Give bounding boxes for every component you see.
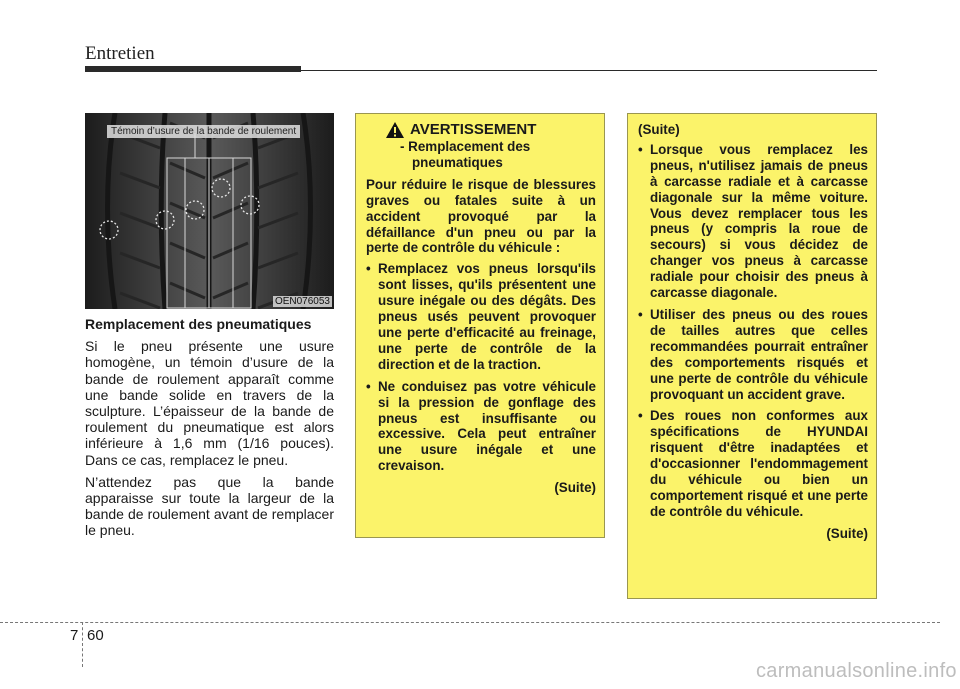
paragraph: N’attendez pas que la bande apparaisse sur toute la largeur de la bande de roulement avant de remplacer le pneu. (85, 473, 334, 539)
continued-marker: (Suite) (554, 480, 596, 496)
list-item: • Ne conduisez pas votre véhicule si la pression de gonflage des pneus est insuffisante ou excessive. Cela peut entraîner une usure inégale et une crevaison. (366, 379, 596, 474)
list-item: • Remplacez vos pneus lorsqu'ils sont lisses, qu'ils présentent une usure inégale ou des dégâts. Des pneus usés peuvent provoquer une perte d'efficacité au freinage, une perte de contrôle de la direction et de la traction. (366, 261, 596, 372)
list-item: • Utiliser des pneus ou des roues de tailles autres que celles recommandées pourrait entraîner des comportements risqués et une perte de contrôle du véhicule provoquant un accident grave. (638, 307, 868, 402)
header-rule (301, 70, 877, 71)
warning-title: AVERTISSEMENT (410, 121, 537, 139)
warning-box-continued (627, 113, 877, 599)
warning-header (386, 122, 596, 138)
warning-subtitle: - Remplacement des (400, 139, 531, 154)
header-bar (85, 66, 301, 72)
list-item: • Des roues non conformes aux spécifications de HYUNDAI risquent d'être inadaptées et d'occasionner l'endommagement du véhicule ou bien un comportement risqué et une perte de contrôle du véhicule. (638, 408, 868, 519)
continued-marker: (Suite) (638, 122, 680, 137)
warning-box (355, 113, 605, 538)
watermark: carmanualsonline.info (756, 660, 957, 682)
tire-tread-illustration (85, 113, 334, 309)
continued-marker: (Suite) (826, 525, 868, 541)
page-section-title: Entretien (85, 43, 155, 64)
page-number: 60 (87, 627, 104, 644)
warning-intro: Pour réduire le risque de blessures graves ou fatales suite à un accident provoqué par la défaillance d'un pneu ou par la perte de contrôle du véhicule : (366, 176, 596, 256)
footer-divider (82, 622, 83, 667)
chapter-number: 7 (70, 627, 79, 644)
tread-wear-indicator-label: Témoin d’usure de la bande de roulement (107, 125, 300, 138)
paragraph: Si le pneu présente une usure homogène, un témoin d’usure de la bande de roulement apparaît comme une bande solide en travers de la sculpture. L’épaisseur de la bande de roulement du pneumatique est alors inférieure à 1,6 mm (1/16 pouces). Dans ce cas, remplacez le pneu. (85, 338, 334, 468)
figure-code: OEN076053 (274, 296, 330, 307)
warning-subtitle: pneumatiques (412, 154, 503, 170)
section-heading: Remplacement des pneumatiques (85, 316, 312, 332)
list-item: • Lorsque vous remplacez les pneus, n'utilisez jamais de pneus à carcasse radiale et à carcasse diagonale sur la même voiture. Vous devez remplacer tous les pneus (y compris la roue de secours) si vous décidez de changer vos pneus à carcasse radiale pour choisir des pneus à carcasse diagonale. (638, 142, 868, 301)
warning-triangle-icon (386, 122, 404, 138)
tire-replacement-section (85, 316, 334, 545)
footer-rule (0, 622, 940, 623)
